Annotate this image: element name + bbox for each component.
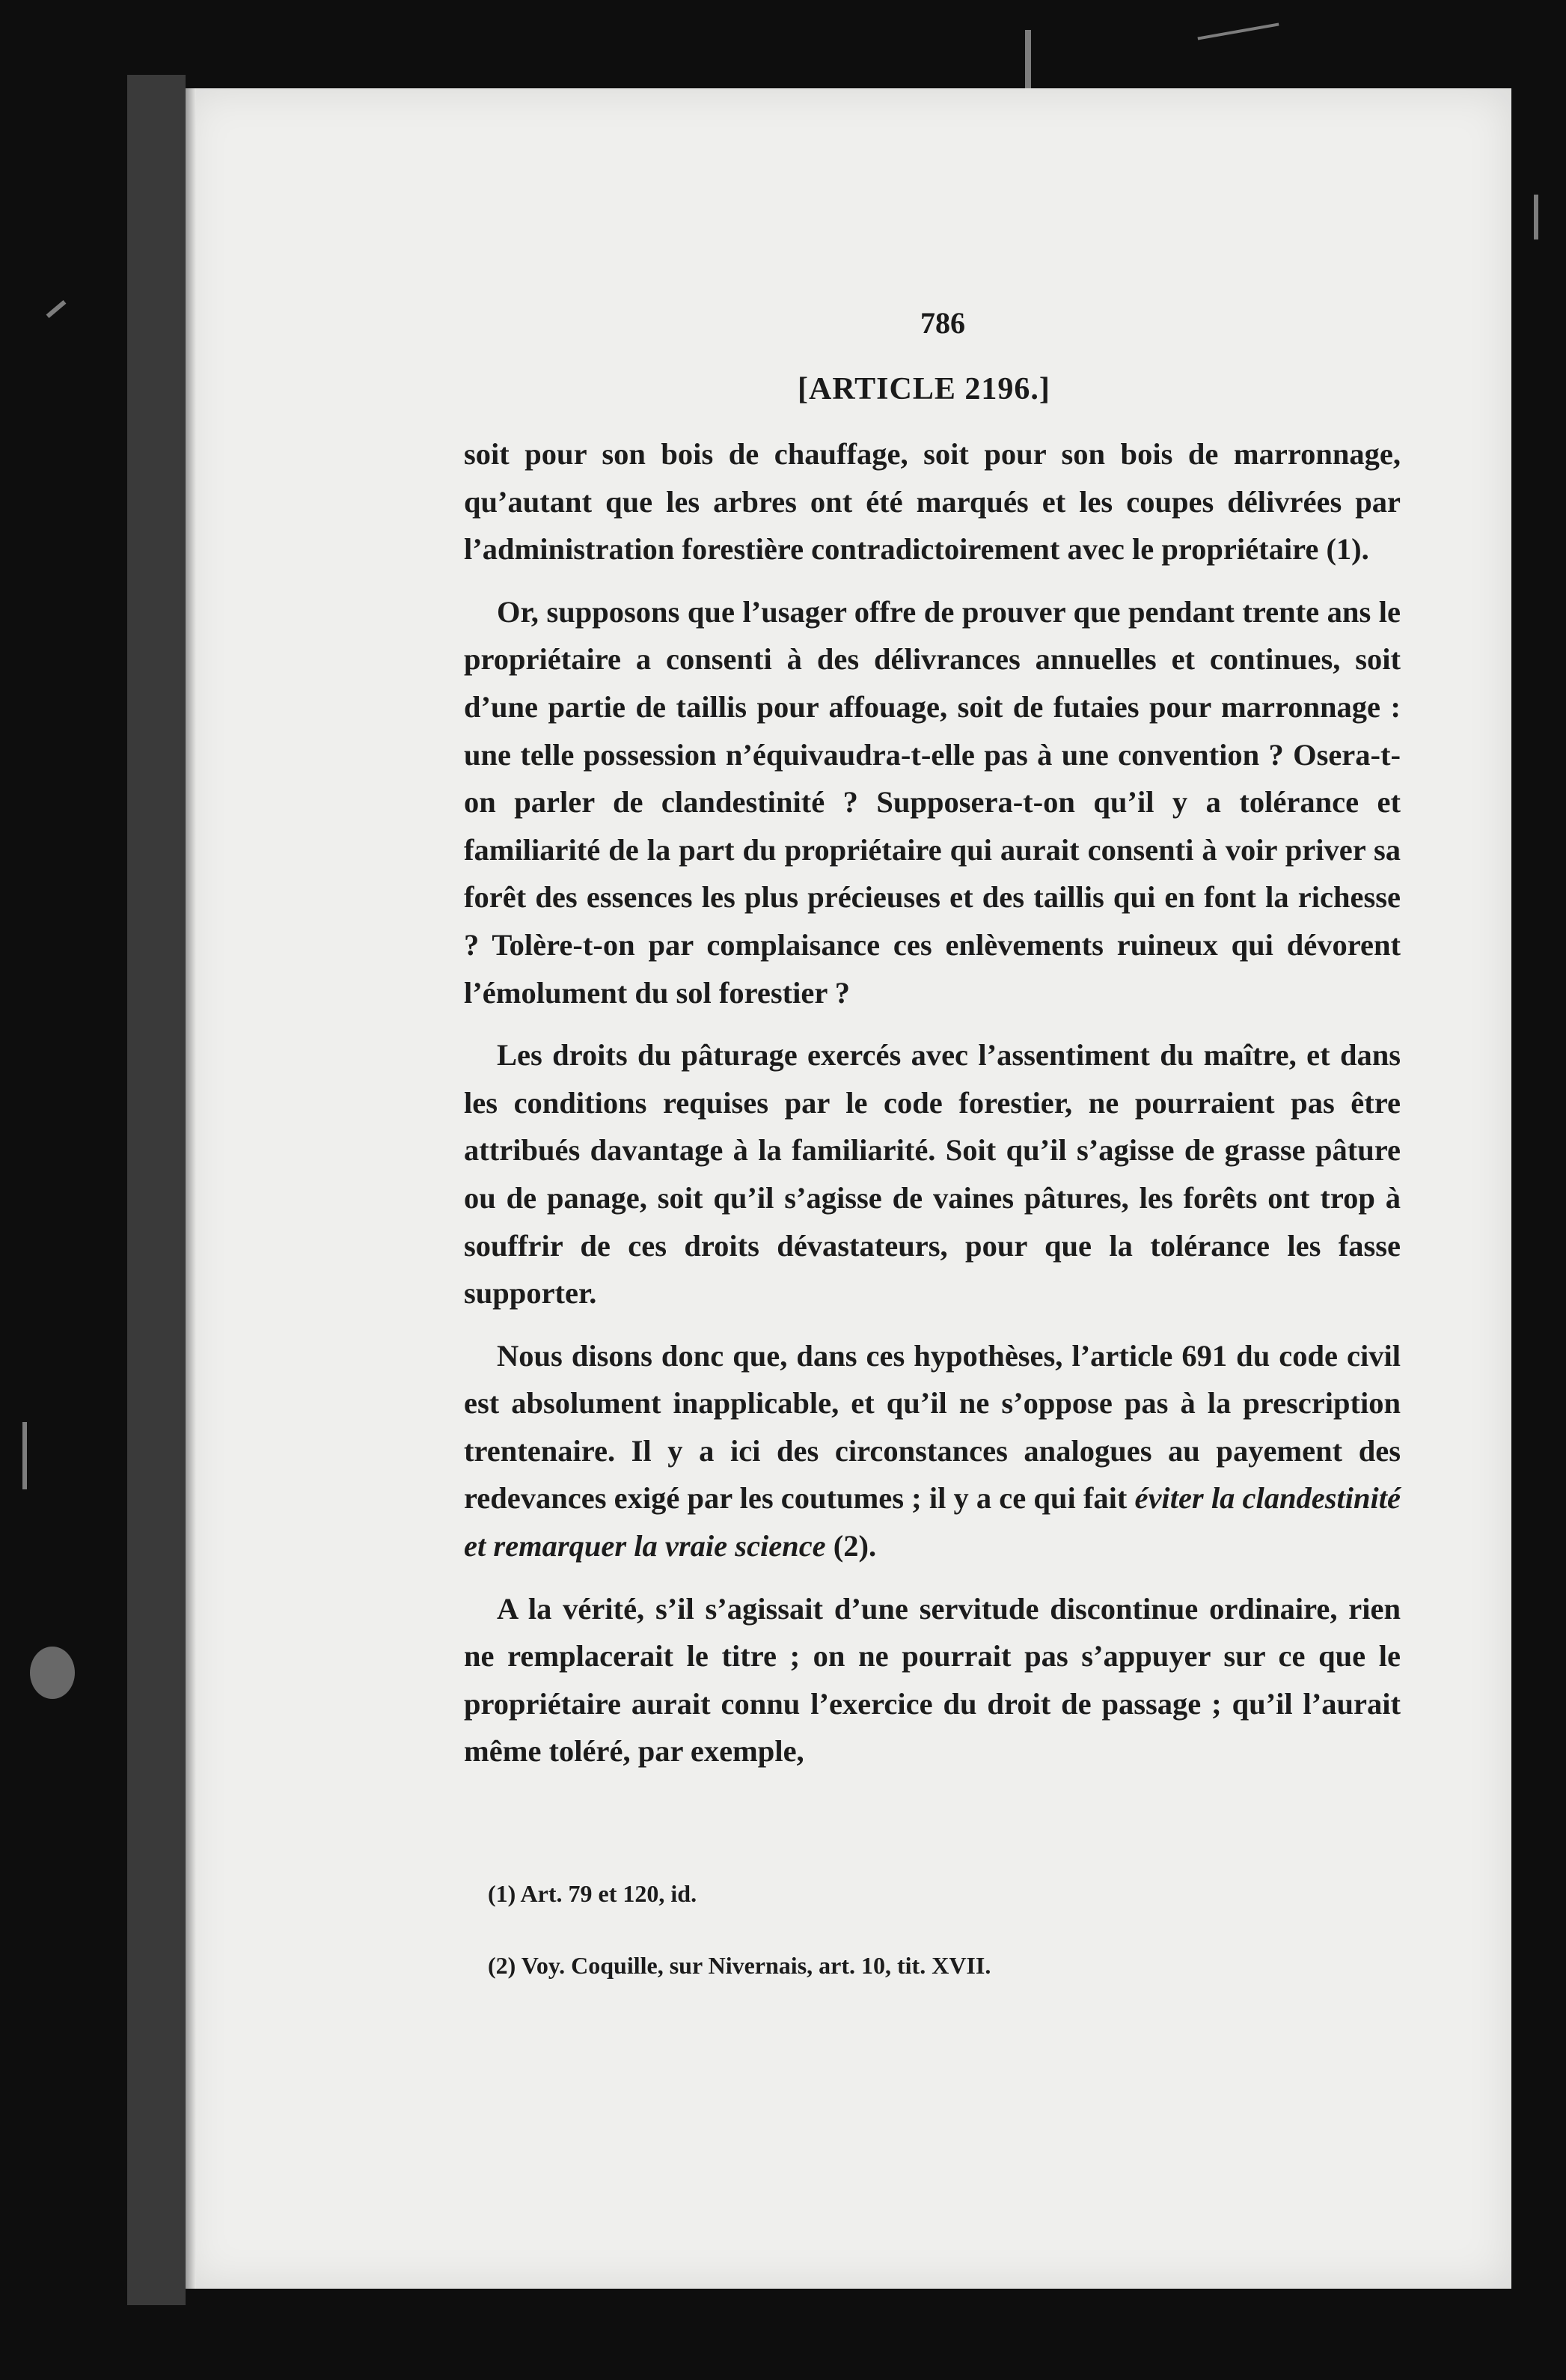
paragraph (464, 1332, 1401, 1570)
film-scratch (1534, 195, 1538, 239)
paragraph: A la vérité, s’il s’agissait d’une servitude discontinue ordinaire, rien ne remplacerait le titre ; on ne pourrait pas s’appuyer sur ce que le propriétaire aurait connu l’exercice du droit de passage ; qu’il l’aurait même toléré, par exemple, (464, 1591, 1401, 1769)
page-number: 786 (920, 306, 965, 340)
film-scratch (46, 300, 67, 318)
footnote: (2) Voy. Coquille, sur Nivernais, art. 10, tit. XVII. (488, 1952, 991, 1979)
film-scratch (1197, 22, 1279, 40)
film-scratch (30, 1647, 75, 1699)
film-scratch (22, 1422, 27, 1489)
italic-phrase: éviter la clandestinité et remarquer la vraie science (464, 1481, 1401, 1563)
paragraph-text: Nous disons donc que, dans ces hypothèses, l’article 691 du code civil est absolument inapplicable, et qu’il ne s’oppose pas à la prescription trentenaire. Il y a ici des circonstances analogues au payement des redevances exigé par les coutumes ; il y a ce qui fait (464, 1338, 1401, 1516)
paragraph: Les droits du pâturage exercés avec l’assentiment du maître, et dans les conditions requises par le code forestier, ne pourraient pas être attribués davantage à la familiarité. Soit qu’il s’agisse de grasse pâture ou de panage, soit qu’il s’agisse de vaines pâtures, les forêts ont trop à souffrir de ces droits dévastateurs, pour que la tolérance les fasse supporter. (464, 1038, 1401, 1310)
paragraph: Or, supposons que l’usager offre de prouver que pendant trente ans le propriétaire a consenti à des délivrances annuelles et continues, soit d’une partie de taillis pour affouage, soit de futaies pour marronnage : une telle possession n’équivaudra-t-elle pas à une convention ? Osera-t-on parler de clandestinité ? Supposera-t-on qu’il y a tolérance et familiarité de la part du propriétaire qui aurait consenti à voir priver sa forêt des essences les plus précieuses et des taillis qui en font la richesse ? Tolère-t-on par complaisance ces enlèvements ruineux qui dévorent l’émolument du sol forestier ? (464, 594, 1401, 1010)
book-spine (127, 75, 186, 2305)
body-text (464, 430, 1401, 1790)
page-edge-shadow (186, 88, 196, 2289)
running-header: [ARTICLE 2196.] (798, 372, 1050, 406)
paragraph: soit pour son bois de chauffage, soit pour son bois de marronnage, qu’autant que les arbres ont été marqués et les coupes délivrées par l’administration forestière contradictoirement avec le propriétaire (1). (464, 437, 1401, 567)
paragraph-text: (2). (825, 1529, 877, 1563)
footnote: (1) Art. 79 et 120, id. (488, 1880, 697, 1907)
